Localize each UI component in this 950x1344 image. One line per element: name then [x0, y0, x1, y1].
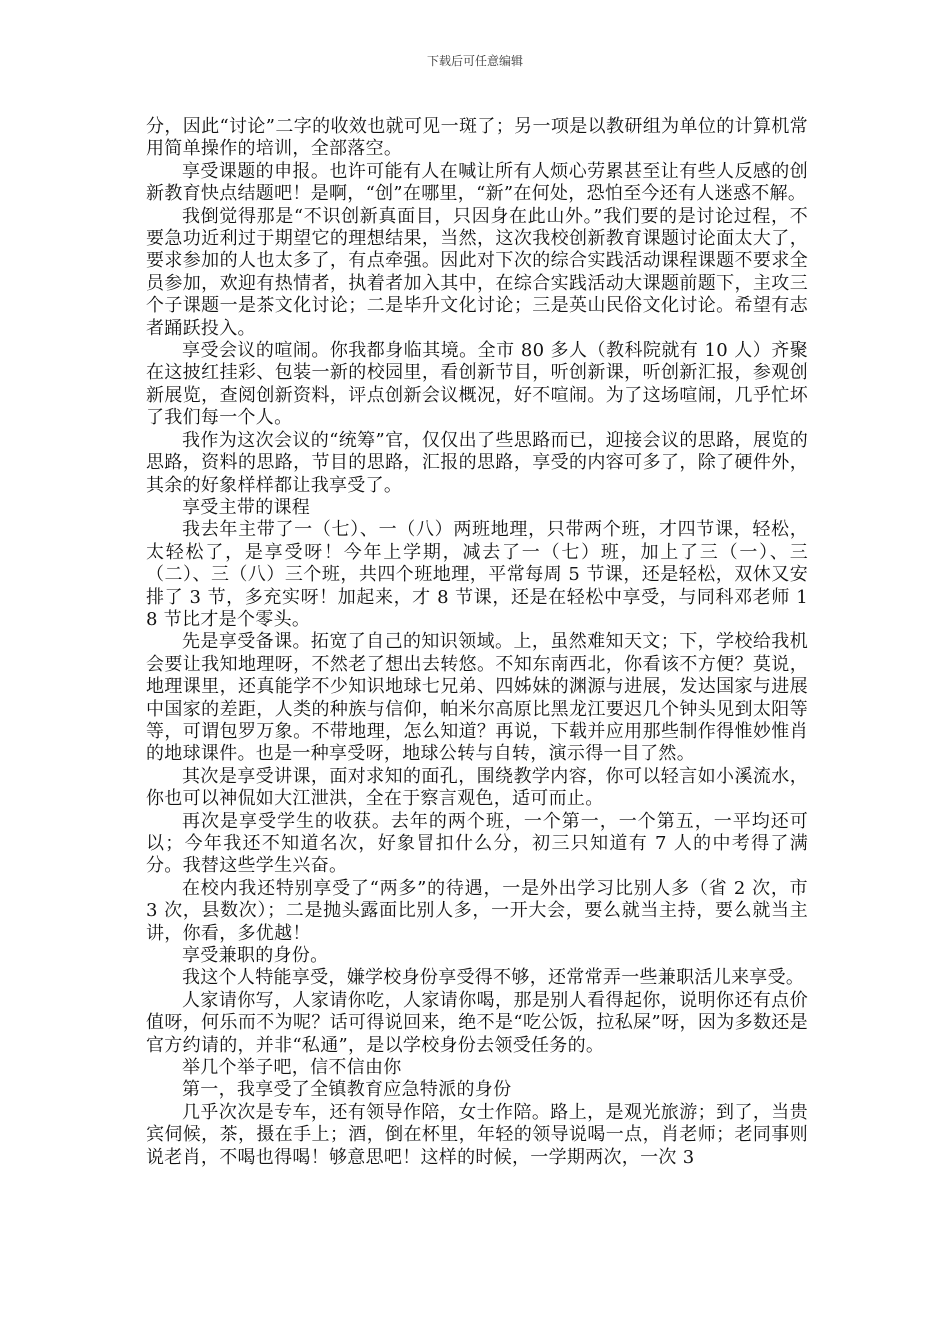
- paragraph: 分，因此“讨论”二字的收效也就可见一斑了；另一项是以教研组为单位的计算机常用简单操作的培训，全部落空。: [146, 116, 808, 160]
- paragraph: 再次是享受学生的收获。去年的两个班，一个第一，一个第五，一平均还可以；今年我还不知道名次，好象冒扣什么分，初三只知道有 7 人的中考得了满分。我替这些学生兴奋。: [146, 810, 808, 877]
- paragraph: 先是享受备课。拓宽了自己的知识领域。上，虽然难知天文；下，学校给我机会要让我知地理呀，不然老了想出去转悠。不知东南西北，你看该不方便？莫说，地理课里，还真能学不少知识地球七兄弟、四姊妹的渊源与进展，发达国家与进展中国家的差距，人类的种族与信仰，帕米尔高原比黑龙江要迟几个钟头见到太阳等等，可谓包罗万象。不带地理，怎么知道？再说，下载并应用那些制作得惟妙惟肖的地球课件。也是一种享受呀，地球公转与自转，演示得一目了然。: [146, 631, 808, 765]
- page-header: 下载后可任意编辑: [426, 54, 523, 68]
- paragraph: 我倒觉得那是“不识创新真面目，只因身在此山外。”我们要的是讨论过程，不要急功近利过于期望它的理想结果，当然，这次我校创新教育课题讨论面太大了，要求参加的人也太多了，有点牵强。因此对下次的综合实践活动课程课题不要求全员参加，欢迎有热情者，执着者加入其中，在综合实践活动大课题前题下，主攻三个子课题一是茶文化讨论；二是毕升文化讨论；三是英山民俗文化讨论。希望有志者踊跃投入。: [146, 205, 808, 339]
- document-body: [146, 116, 808, 1169]
- paragraph: 举几个举子吧，信不信由你: [182, 1057, 402, 1079]
- paragraph: 我这个人特能享受，嫌学校身份享受得不够，还常常弄一些兼职活儿来享受。: [182, 967, 805, 989]
- paragraph: 其次是享受讲课，面对求知的面孔，围绕教学内容，你可以轻言如小溪流水，你也可以神侃如大江泄洪，全在于察言观色，适可而止。: [146, 765, 808, 810]
- paragraph: 第一，我享受了全镇教育应急特派的身份: [182, 1079, 512, 1101]
- section-heading: 享受兼职的身份。: [182, 945, 329, 967]
- paragraph: 享受课题的申报。也许可能有人在喊让所有人烦心劳累甚至让有些人反感的创新教育快点结题吧！是啊，“创”在哪里，“新”在何处，恐怕至今还有人迷惑不解。: [146, 160, 808, 205]
- paragraph: 我作为这次会议的“统筹”官，仅仅出了些思路而已，迎接会议的思路，展览的思路，资料的思路，节目的思路，汇报的思路，享受的内容可多了，除了硬件外，其余的好象样样都让我享受了。: [146, 429, 808, 496]
- paragraph: 几乎次次是专车，还有领导作陪，女士作陪。路上，是观光旅游；到了，当贵宾伺候，茶，摄在手上；酒，倒在杯里，年轻的领导说喝一点，肖老师；老同事则说老肖，不喝也得喝！够意思吧！这样的时候，一学期两次，一次 3: [146, 1101, 808, 1168]
- paragraph: 享受会议的喧闹。你我都身临其境。全市 80 多人（教科院就有 10 人）齐聚在这披红挂彩、包装一新的校园里，看创新节目，听创新课，听创新汇报，参观创新展览，查阅创新资料，评点创新会议概况，好不喧闹。为了这场喧闹，几乎忙坏了我们每一个人。: [146, 340, 808, 429]
- paragraph: 人家请你写，人家请你吃，人家请你喝，那是别人看得起你，说明你还有点价值呀，何乐而不为呢？话可得说回来，绝不是“吃公饭，拉私屎”呀，因为多数还是官方约请的，并非“私通”，是以学校身份去领受任务的。: [146, 989, 808, 1056]
- paragraph: 我去年主带了一（七）、一（八）两班地理，只带两个班，才四节课，轻松，太轻松了，是享受呀！今年上学期，减去了一（七）班，加上了三（一）、三（二）、三（八）三个班，共四个班地理，平常每周 5 节课，还是轻松，双休又安排了 3 节，多充实呀！加起来，才 8 节课，还是在轻松中享受，与同科邓老师 18 节比才是个零头。: [146, 519, 808, 630]
- section-heading: 享受主带的课程: [182, 496, 311, 518]
- paragraph: 在校内我还特别享受了“两多”的待遇，一是外出学习比别人多（省 2 次，市 3 次，县数次）；二是抛头露面比别人多，一开大会，要么就当主持，要么就当主讲，你看，多优越！: [146, 877, 808, 944]
